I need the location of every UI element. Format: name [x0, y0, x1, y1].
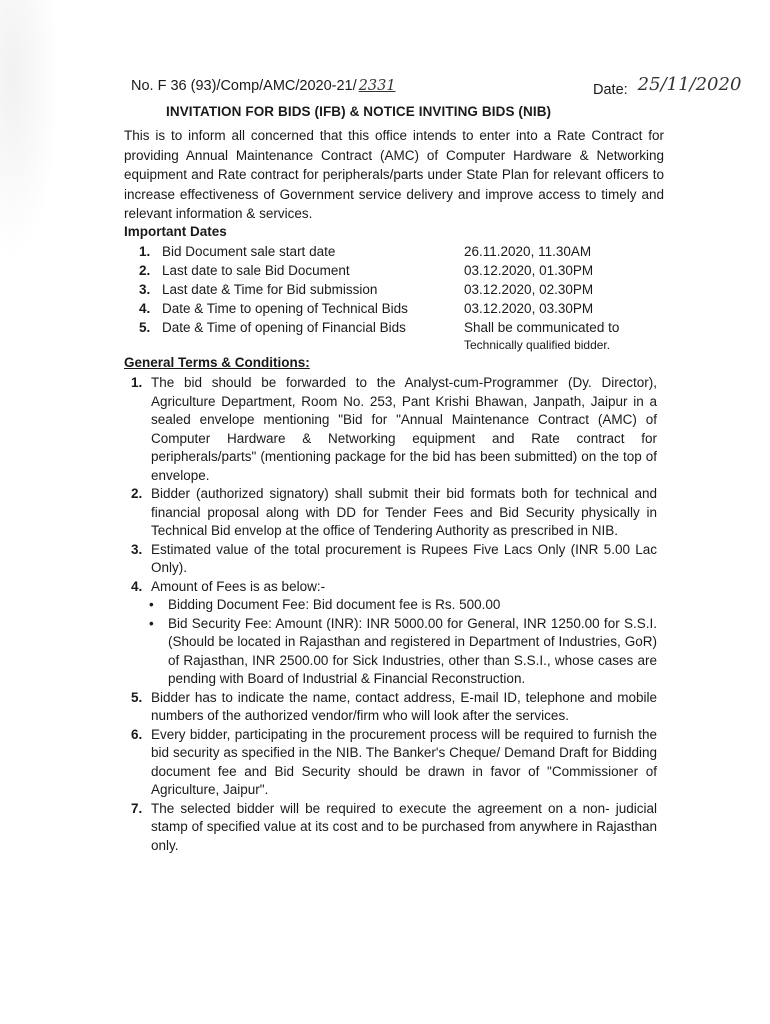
date-row-number: 2.: [139, 263, 151, 278]
term-item: [131, 485, 657, 541]
term-text: Amount of Fees is as below:-: [151, 578, 326, 594]
fee-item: [131, 615, 657, 689]
general-terms-list: [131, 374, 657, 855]
date-handwritten: 25/11/2020: [637, 74, 742, 95]
document-header: [131, 74, 742, 102]
term-text: Estimated value of the total procurement is Rupees Five Lacs Only (INR 5.00 Lac Only).: [151, 541, 657, 575]
date-row-value: 03.12.2020, 02.30PM: [464, 282, 594, 297]
date-row: [139, 244, 659, 263]
date-row-value: 03.12.2020, 01.30PM: [464, 263, 594, 278]
fees-list: [131, 596, 657, 689]
term-text: Every bidder, participating in the procurement process will be required to furnish the bid security as specified in the NIB. The Banker's Cheque/ Demand Draft for Bidding document fee and Bid Security should be drawn in favor of "Commissioner of Agriculture, Jaipur".: [151, 726, 657, 797]
term-number: 3.: [131, 541, 143, 557]
date-label: Date:: [593, 82, 628, 98]
term-number: 6.: [131, 726, 143, 742]
date-row-value: Shall be communicated to: [464, 320, 620, 335]
general-terms-heading: General Terms & Conditions:: [124, 355, 310, 370]
date-row-number: 4.: [139, 301, 151, 316]
fee-text: Bidding Document Fee: Bid document fee is Rs. 500.00: [168, 597, 501, 612]
term-text: Bidder has to indicate the name, contact address, E-mail ID, telephone and mobile numbers of the authorized vendor/firm who will look after the services.: [151, 689, 657, 723]
term-number: 5.: [131, 689, 143, 705]
date-row-note: Technically qualified bidder.: [464, 338, 611, 352]
term-item: [131, 541, 657, 578]
important-dates-heading: Important Dates: [124, 224, 227, 239]
date-row-number: 5.: [139, 320, 151, 335]
reference-number: [131, 78, 396, 94]
date-row-value: 03.12.2020, 03.30PM: [464, 301, 594, 316]
fee-text: Bid Security Fee: Amount (INR): INR 5000.00 for General, INR 1250.00 for S.S.I. (Should be located in Rajasthan and registered in Department of Industries, GoR) of Rajasthan, INR 2500.00 for Sick Industries, other than S.S.I., whose cases are pending with Board of Industrial & Financial Reconstruction.: [168, 615, 657, 686]
term-item: [131, 800, 657, 856]
date-row-label: Bid Document sale start date: [162, 244, 336, 259]
term-number: 2.: [131, 486, 143, 501]
document-title: INVITATION FOR BIDS (IFB) & NOTICE INVITING BIDS (NIB): [166, 104, 552, 119]
date-row-label: Date & Time of opening of Financial Bids: [162, 320, 406, 335]
term-number: 7.: [131, 800, 143, 816]
document-date: [593, 74, 742, 99]
date-row-label: Last date & Time for Bid submission: [162, 282, 378, 297]
important-dates-list: [139, 244, 659, 352]
fee-item: [131, 596, 657, 615]
term-text: The bid should be forwarded to the Analyst-cum-Programmer (Dy. Director), Agriculture Department, Room No. 253, Pant Krishi Bhawan, Janpath, Jaipur in a sealed envelope mentioning "Bid for "Annual Maintenance Contract (AMC) of Computer Hardware & Networking equipment and Rate contract for peripherals/parts" (mentioning package for the bid has been submitted) on the top of envelope.: [151, 375, 657, 483]
date-row: [139, 301, 659, 320]
term-number: 4.: [131, 578, 143, 594]
bullet-icon: •: [149, 597, 154, 612]
term-number: 1.: [131, 375, 143, 390]
date-row: [139, 263, 659, 282]
date-row: [139, 282, 659, 301]
bullet-icon: •: [149, 615, 154, 631]
term-text: Bidder (authorized signatory) shall submit their bid formats both for technical and financial proposal along with DD for Tender Fees and Bid Security physically in Technical Bid envelop at the office of Tendering Authority as prescribed in NIB.: [151, 486, 657, 538]
term-text: The selected bidder will be required to execute the agreement on a non- judicial stamp of specified value at its cost and to be purchased from anywhere in Rajasthan only.: [151, 800, 657, 853]
date-row-label: Last date to sale Bid Document: [162, 263, 350, 278]
term-item: [131, 726, 657, 800]
date-row-label: Date & Time to opening of Technical Bids: [162, 301, 408, 316]
scan-smudge: [0, 0, 60, 260]
term-item: [131, 689, 657, 726]
date-row-value: 26.11.2020, 11.30AM: [464, 244, 592, 259]
reference-handwritten: 2331: [358, 78, 396, 94]
date-row-number: 3.: [139, 282, 151, 297]
reference-prefix: No. F 36 (93)/Comp/AMC/2020-21/: [131, 78, 357, 94]
intro-paragraph: This is to inform all concerned that this office intends to enter into a Rate Contract for providing Annual Maintenance Contract (AMC) of Computer Hardware & Networking equipment and Rate contract for peripherals/parts under State Plan for relevant officers to increase effectiveness of Government service delivery and improve access to timely and relevant information & services.: [124, 128, 664, 221]
date-row: [139, 320, 659, 352]
term-item: [131, 578, 657, 597]
date-row-number: 1.: [139, 244, 151, 259]
term-item: [131, 374, 657, 485]
